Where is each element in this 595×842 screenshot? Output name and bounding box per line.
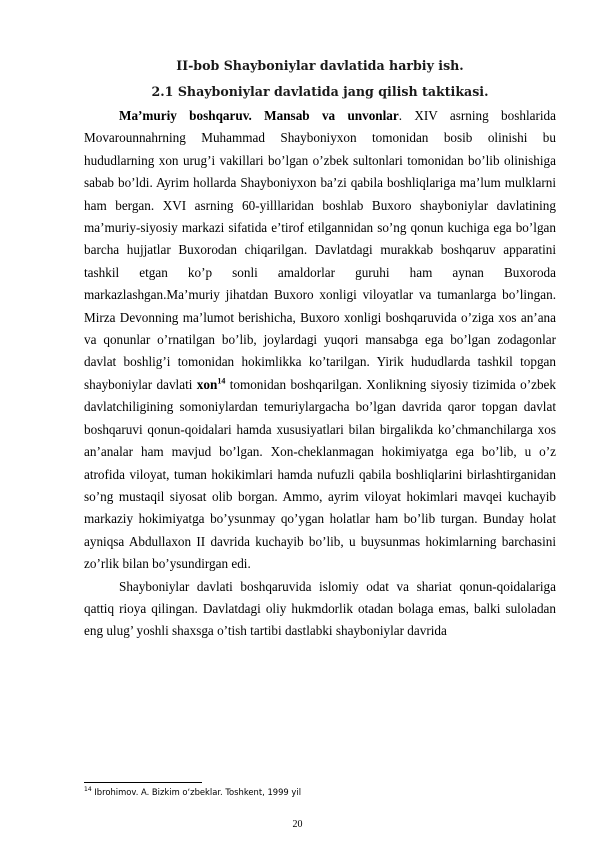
term-xon: xon <box>196 376 218 392</box>
paragraph-1 <box>84 105 556 576</box>
paragraph-lead: Ma’muriy boshqaruv. Mansab va unvonlar <box>119 108 399 123</box>
footnote-divider <box>84 782 202 783</box>
section-title: 2.1 Shayboniylar davlatida jang qilish taktikasi. <box>151 84 489 99</box>
paragraph-1-text-a: . XIV asrning boshlarida Movarounnahrning Muhammad Shayboniyxon tomonidan bosib olinishi bu hududlarning xon urug’i vakillari bo’lgan o’zbek sultonlari tomonidan bo’lib olinishiga sabab bo’ldi. Ayrim hollarda Shayboniyxon ba’zi qabila boshliqlariga ma’lum mulklarni ham bergan. XVI asrning 60-yilllaridan boshlab Buxoro shayboniylar davlatining ma’muriy-siyosiy markazi sifatida e’tirof etilgannidan so’ng qonun kuchiga ega bo’lgan barcha hujjatlar Buxorodan chiqarilgan. Davlatdagi murakkab boshqaruv apparatini tashkil etgan ko’p sonli amaldorlar guruhi ham aynan Buxoroda markazlashgan.Ma’muriy jihatdan Buxoro xonligi viloyatlar va tumanlarga bo’lingan. Mirza Devonning ma’lumot berishicha, Buxoro xonligi boshqaruvida o’ziga xos an’ana va qonunlar o’rnatilgan bo’lib, joylardagi yuqori mansabga ega bo’lgan zodagonlar davlat boshlig’i tomonidan hokimlikka ko’tarilgan. Yirik hududlarda tashkil topgan shayboniylar davlati <box>84 108 556 392</box>
chapter-title: II-bob Shayboniylar davlatida harbiy ish. <box>176 58 464 73</box>
footnote-text: Ibrohimov. A. Bizkim o‘zbeklar. Toshkent, 1999 yil <box>91 787 302 797</box>
headings <box>84 56 556 102</box>
paragraph-2: Shayboniylar davlati boshqaruvida islomiy odat va shariat qonun-qoidalariga qattiq rioya qilingan. Davlatdagi oliy hukmdorlik otadan bolaga emas, balki suloladan eng ulug’ yoshli shaxsga o’tish tartibi dastlabki shayboniylar davrida <box>84 578 556 639</box>
footnote <box>84 786 556 798</box>
footnote-reference[interactable]: 14 <box>217 376 226 386</box>
footnote-number: 14 <box>84 786 92 794</box>
paragraph-1-text-b: tomonidan boshqarilgan. Xonlikning siyosiy tizimida o’zbek davlatchiligining somoniylardan temuriylargacha bo’lgan davrida qaror topgan davlat boshqaruvi qonun-qoidalari hamda xususiyatlari bilan birgalikda ko’chmanchilarga xos an’analar ham mavjud bo’lgan. Xon-cheklanmagan hokimiyatga ega bo’lib, u o’z atrofida viloyat, tuman hokikimlari hamda nufuzli qabila boshliqlarini birlashtirganidan so’ng mustaqil siyosat olib borgan. Ammo, ayrim viloyat hokimlari mavqei kuchayib markaziy hokimiyatga bo’ysunmay qo’ygan holatlar ham bo’lib turgan. Bunday holat ayniqsa Abdullaxon II davrida kuchayib bo’lib, u buysunmas hokimlarning barchasini zo’rlik bilan bo’ysundirgan edi. <box>84 376 556 572</box>
body-text <box>84 105 556 643</box>
page-number: 20 <box>292 819 303 830</box>
